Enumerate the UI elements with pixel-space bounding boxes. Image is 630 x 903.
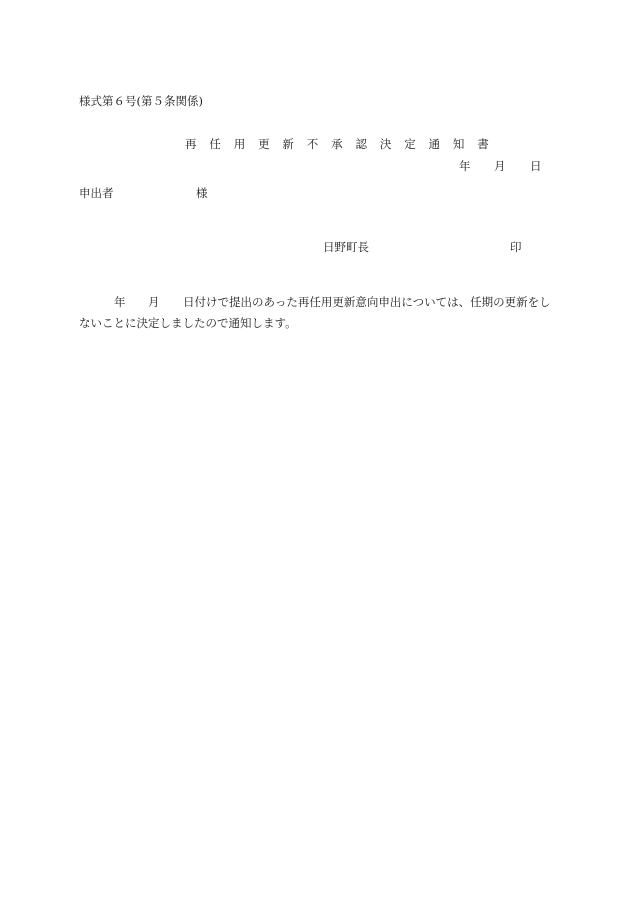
body-text-line-1: 日付けで提出のあった再任用更新意向申出については、任期の更新をし [183, 295, 551, 309]
form-number-label: 様式第６号(第５条関係) [79, 94, 203, 108]
seal-mark: 印 [510, 240, 522, 254]
body-year-label: 年 [114, 295, 126, 309]
date-month-label: 月 [494, 159, 506, 173]
document-title: 再 任 用 更 新 不 承 認 決 定 通 知 書 [185, 137, 494, 151]
issuer-name: 日野町長 [323, 240, 369, 254]
body-text-line-2: ないことに決定しましたので通知します。 [79, 316, 297, 330]
applicant-label: 申出者 [79, 186, 114, 200]
body-month-label: 月 [148, 295, 160, 309]
date-year-label: 年 [459, 159, 471, 173]
date-day-label: 日 [530, 159, 542, 173]
applicant-honorific: 様 [196, 186, 208, 200]
